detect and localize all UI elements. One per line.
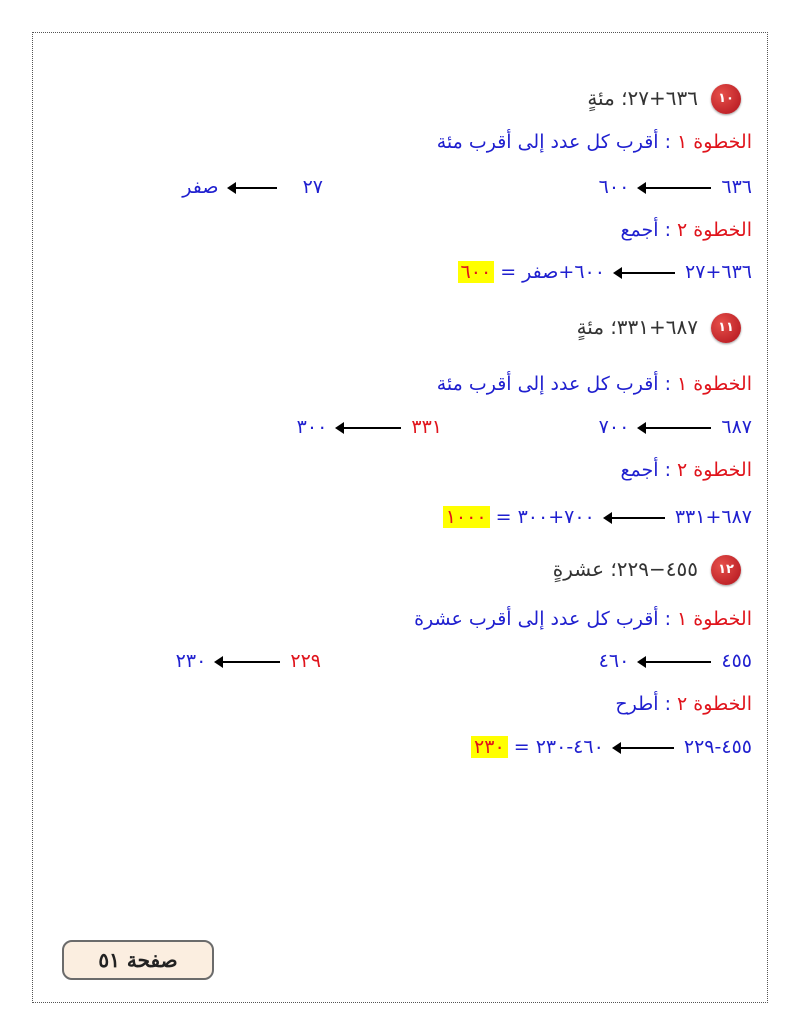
- rounding-a: [599, 650, 752, 672]
- arrow-icon: [229, 187, 277, 189]
- rounded-number: صفر: [182, 176, 219, 198]
- expression: ٦٨٧+٣٣١: [674, 506, 752, 528]
- rounded-number: ٧٠٠: [598, 416, 630, 438]
- original-number: ٦٨٧: [721, 416, 752, 438]
- arrow-icon: [605, 517, 665, 519]
- step-label: الخطوة ١: [677, 608, 752, 630]
- original-number: ٢٢٩: [290, 650, 321, 672]
- step-text: : أطرح: [615, 693, 678, 715]
- rounding-a: [599, 176, 752, 198]
- step-label: الخطوة ٢: [677, 219, 752, 241]
- arrow-icon: [614, 747, 674, 749]
- estimate-line: [471, 736, 752, 758]
- arrow-icon: [337, 427, 401, 429]
- rounding-b: [182, 176, 323, 198]
- step-label: الخطوة ١: [677, 131, 752, 153]
- step-label: الخطوة ٢: [677, 459, 752, 481]
- rounded-number: ٣٠٠: [296, 416, 328, 438]
- arrow-icon: [639, 187, 711, 189]
- expression: ٤٥٥-٢٢٩: [683, 736, 752, 758]
- rounding-b: [297, 416, 442, 438]
- expression: ٦٣٦+٢٧: [685, 261, 752, 283]
- rounded-number: ٢٣٠: [175, 650, 207, 672]
- step-text: : أقرب كل عدد إلى أقرب عشرة: [414, 608, 678, 630]
- step2-line: [620, 459, 752, 481]
- problem-number-badge: ١٢: [711, 555, 741, 585]
- original-number: ٦٣٦: [721, 176, 752, 198]
- estimate-line: [443, 506, 752, 528]
- estimate-line: [458, 261, 752, 283]
- problem-title: ٦٣٦+٢٧؛ مئةٍ: [587, 86, 698, 110]
- problem-number-badge: ١١: [711, 313, 741, 343]
- problem-title: ٦٨٧+٣٣١؛ مئةٍ: [576, 315, 698, 339]
- original-number: ٢٧: [302, 176, 323, 198]
- problem-number-badge: ١٠: [711, 84, 741, 114]
- step2-line: [620, 219, 752, 241]
- answer-highlight: ١٠٠٠: [443, 506, 490, 528]
- answer-highlight: ٢٣٠: [471, 736, 508, 758]
- step-label: الخطوة ١: [677, 373, 752, 395]
- arrow-icon: [216, 661, 280, 663]
- rounded-expression: ٧٠٠+٣٠٠ =: [495, 506, 595, 528]
- original-number: ٤٥٥: [721, 650, 752, 672]
- step-text: : أقرب كل عدد إلى أقرب مئة: [436, 373, 678, 395]
- rounding-a: [599, 416, 752, 438]
- rounded-number: ٦٠٠: [598, 176, 630, 198]
- page-number-badge: صفحة ٥١: [62, 940, 214, 980]
- answer-highlight: ٦٠٠: [458, 261, 495, 283]
- step1-line: [437, 373, 752, 395]
- problem-title: ٤٥٥−٢٢٩؛ عشرةٍ: [552, 557, 698, 581]
- rounded-expression: ٤٦٠-٢٣٠ =: [513, 736, 604, 758]
- arrow-icon: [615, 272, 675, 274]
- step2-line: [615, 693, 752, 715]
- rounded-number: ٤٦٠: [598, 650, 630, 672]
- arrow-icon: [639, 661, 711, 663]
- rounded-expression: ٦٠٠+صفر =: [500, 261, 605, 283]
- rounding-b: [176, 650, 321, 672]
- step1-line: [437, 131, 752, 153]
- original-number: ٣٣١: [411, 416, 442, 438]
- step-text: : أجمع: [620, 219, 678, 241]
- step-label: الخطوة ٢: [677, 693, 752, 715]
- step1-line: [414, 608, 752, 630]
- arrow-icon: [639, 427, 711, 429]
- step-text: : أجمع: [620, 459, 678, 481]
- step-text: : أقرب كل عدد إلى أقرب مئة: [436, 131, 678, 153]
